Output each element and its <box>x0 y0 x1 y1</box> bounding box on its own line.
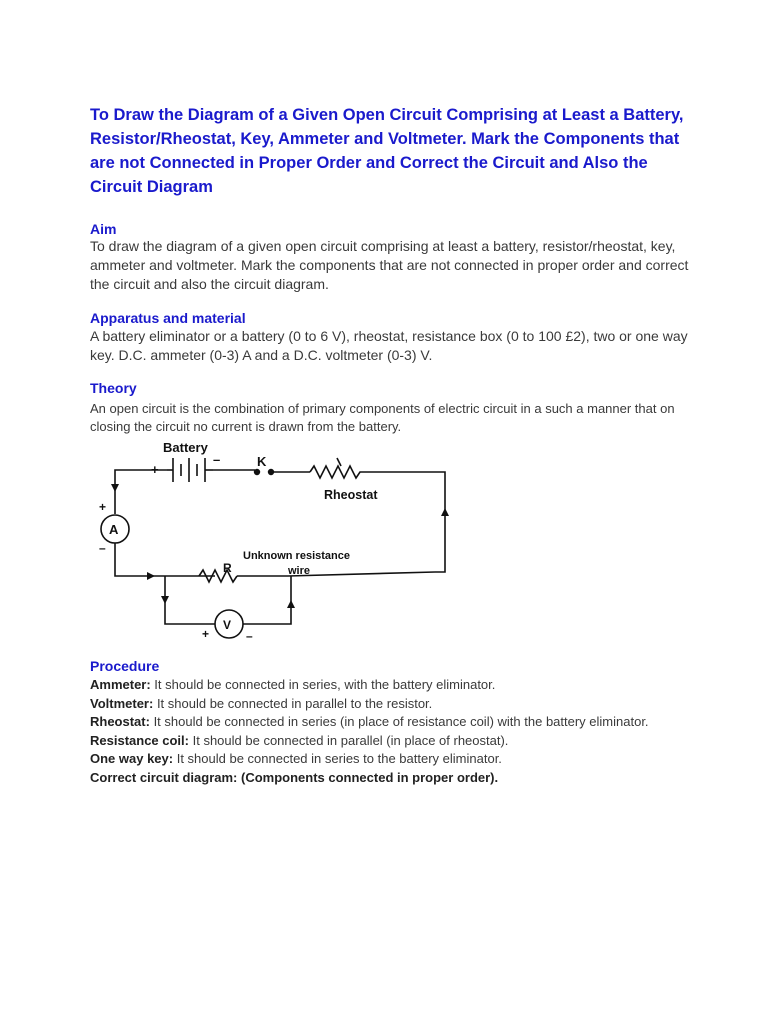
apparatus-heading: Apparatus and material <box>90 310 246 326</box>
key-symbol <box>255 470 274 475</box>
battery-symbol <box>167 458 213 482</box>
rheostat-slider <box>337 458 341 466</box>
wire-left-bottom <box>115 543 215 576</box>
voltmeter-minus: – <box>246 629 253 643</box>
wire-label: wire <box>288 565 311 577</box>
battery-label: Battery <box>163 440 208 455</box>
procedure-item-voltmeter: Voltmeter: It should be connected in parallel to the resistor. <box>90 695 433 711</box>
arrow-left-down <box>111 484 119 492</box>
resistor-label: R <box>223 561 232 575</box>
wire-voltmeter-left <box>165 576 215 624</box>
apparatus-text: A battery eliminator or a battery (0 to 6 V), rheostat, resistance box (0 to 100 £2), two or one way key. D.C. ammeter (0-3) A and a D.C. voltmeter (0-3) V. <box>90 328 688 363</box>
arrow-voltmeter-down <box>161 596 169 604</box>
theory-text: An open circuit is the combination of primary components of electric circuit in a such a manner that on closing the circuit no current is drawn from the battery. <box>90 401 675 434</box>
theory-heading: Theory <box>90 380 137 396</box>
circuit-diagram <box>95 436 465 646</box>
wire-bottom-right <box>237 572 435 576</box>
voltmeter-plus: + <box>202 627 210 641</box>
voltmeter-symbol: V <box>223 618 232 632</box>
procedure-item-one-way-key: One way key: It should be connected in series to the battery eliminator. <box>90 751 502 766</box>
wire-top-left <box>115 470 167 475</box>
rheostat-label: Rheostat <box>324 488 378 502</box>
procedure-item-rheostat: Rheostat: It should be connected in series (in place of resistance coil) with the battery eliminator. <box>90 714 649 729</box>
battery-plus: + <box>151 462 159 477</box>
aim-text: To draw the diagram of a given open circuit comprising at least a battery, resistor/rheostat, key, ammeter and voltmeter. Mark the components that are not connected in proper order and correct the circuit and also the circuit diagram. <box>90 238 689 292</box>
key-label: K <box>257 454 267 469</box>
wire-voltmeter-right <box>243 576 291 624</box>
wire-right <box>375 472 445 572</box>
unknown-resistance-label: Unknown resistance <box>243 550 350 562</box>
procedure-heading: Procedure <box>90 658 160 674</box>
procedure-final-line: Correct circuit diagram: (Components connected in proper order). <box>90 769 499 785</box>
rheostat-symbol <box>310 466 375 478</box>
procedure-item-ammeter: Ammeter: It should be connected in series, with the battery eliminator. <box>90 677 496 692</box>
arrow-voltmeter-up <box>287 600 295 608</box>
arrow-bottom-right <box>147 572 155 580</box>
procedure-list <box>90 676 690 787</box>
ammeter-minus: – <box>99 541 106 555</box>
page-title: To Draw the Diagram of a Given Open Circuit Comprising at Least a Battery, Resistor/Rheostat, Key, Ammeter and Voltmeter. Mark the Components that are not Connected in Proper Order and Correct the Circuit and Also the Circuit Diagram <box>90 106 684 196</box>
ammeter-plus: + <box>99 500 107 514</box>
ammeter-symbol: A <box>109 522 119 537</box>
arrow-right-up <box>441 508 449 516</box>
battery-minus: – <box>213 452 221 467</box>
procedure-item-resistance-coil: Resistance coil: It should be connected in parallel (in place of rheostat). <box>90 732 509 748</box>
aim-heading: Aim <box>90 221 117 237</box>
